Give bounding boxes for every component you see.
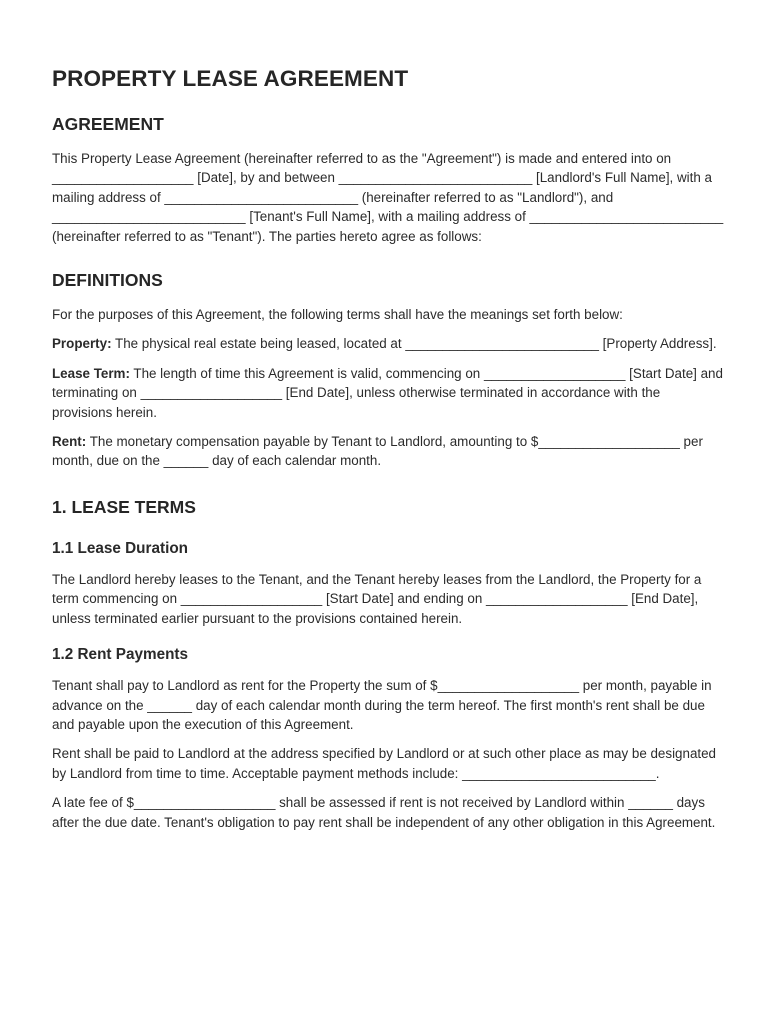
rent-payments-paragraph-2: Rent shall be paid to Landlord at the address specified by Landlord or at such other place as may be designated by Landlord from time to time. Acceptable payment methods include: __________________________.	[52, 746, 717, 781]
definitions-section	[52, 270, 724, 471]
lease-terms-heading: 1. LEASE TERMS	[52, 496, 196, 517]
lease-duration-heading: 1.1 Lease Duration	[52, 539, 189, 557]
definitions-intro: For the purposes of this Agreement, the following terms shall have the meanings set forth below:	[52, 307, 623, 323]
lease-terms-section	[52, 497, 724, 832]
definition-lease-term-label: Lease Term:	[52, 365, 130, 381]
agreement-paragraph: This Property Lease Agreement (hereinafter referred to as the "Agreement") is made and entered into on ___________________ [Date], by and between __________________________ [Landlord's Full Name], with a mailing address of __________________________ (hereinafter referred to as "Landlord"), and __________________________ [Tenant's Full Name], with a mailing address of __________________________ (hereinafter referred to as "Tenant"). The parties hereto agree as follows:	[52, 151, 724, 244]
rent-payments-paragraph-3: A late fee of $___________________ shall be assessed if rent is not received by Landlord within ______ days after the due date. Tenant's obligation to pay rent shall be independent of any other obligation in this Agreement.	[52, 795, 716, 830]
rent-payments-paragraph-1: Tenant shall pay to Landlord as rent for the Property the sum of $___________________ per month, payable in advance on the ______ day of each calendar month during the term hereof. The first month's rent shall be due and payable upon the execution of this Agreement.	[52, 678, 712, 732]
definition-lease-term	[52, 364, 724, 422]
lease-duration-paragraph: The Landlord hereby leases to the Tenant, and the Tenant hereby leases from the Landlord, the Property for a term commencing on ___________________ [Start Date] and ending on ___________________ [End Date], unless terminated earlier pursuant to the provisions contained herein.	[52, 571, 702, 626]
definition-property-label: Property:	[52, 336, 112, 352]
rent-payments-subsection	[52, 646, 724, 832]
definition-property-text: The physical real estate being leased, located at __________________________ [Property Address].	[111, 336, 717, 352]
document-page	[52, 66, 724, 842]
lease-duration-subsection	[52, 540, 724, 628]
definition-rent-label: Rent:	[52, 434, 87, 450]
definitions-heading: DEFINITIONS	[52, 270, 163, 291]
document-title: PROPERTY LEASE AGREEMENT	[52, 66, 409, 91]
definition-rent	[52, 432, 724, 471]
agreement-heading: AGREEMENT	[52, 114, 164, 134]
definition-lease-term-text: The length of time this Agreement is valid, commencing on ___________________ [Start Date] and terminating on ___________________ [End Date], unless otherwise terminated in accordance with the provisions herein.	[52, 365, 723, 420]
rent-payments-heading: 1.2 Rent Payments	[52, 646, 189, 664]
definition-property	[52, 334, 724, 353]
agreement-section	[52, 114, 724, 246]
definition-rent-text: The monetary compensation payable by Tenant to Landlord, amounting to $___________________ per month, due on the ______ day of each calendar month.	[52, 434, 703, 469]
